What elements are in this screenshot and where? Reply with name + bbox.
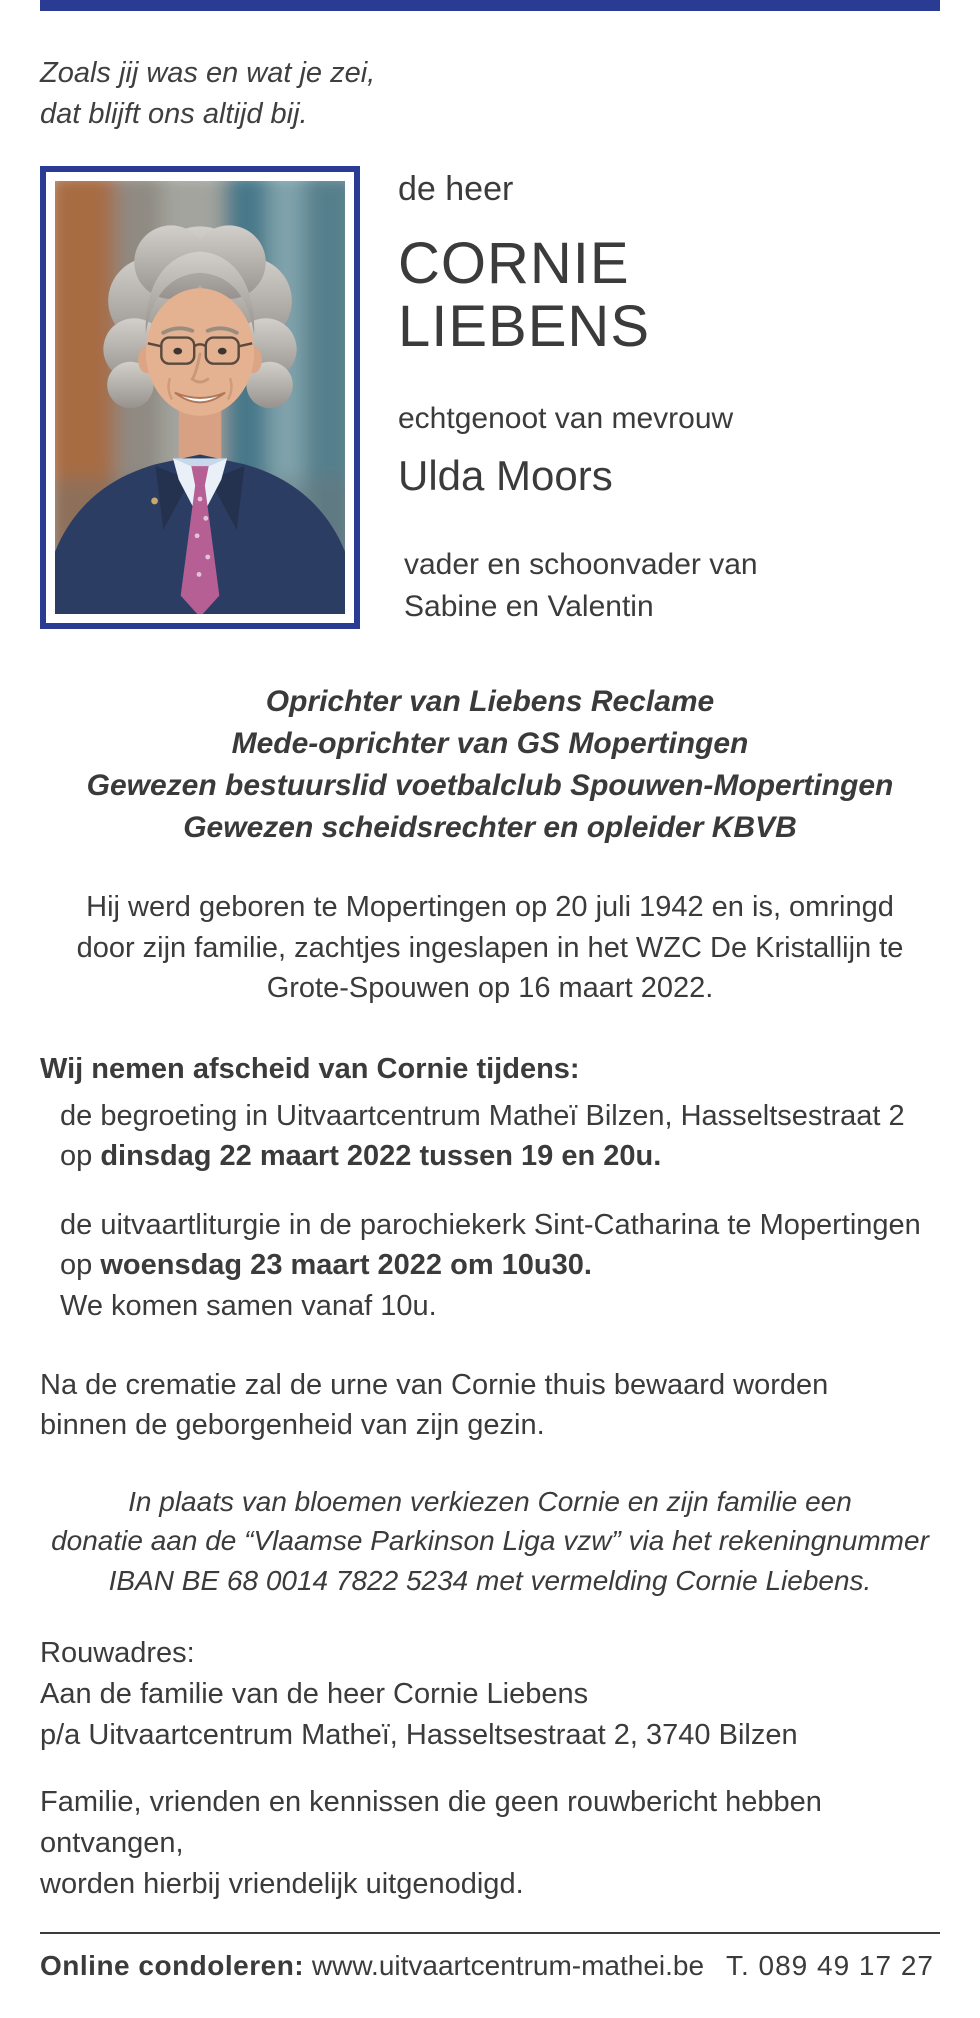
event-date: woensdag 23 maart 2022 om 10u30.: [100, 1249, 592, 1282]
visitation-event: [40, 1096, 940, 1177]
phone-number: T. 089 49 17 27: [725, 1950, 934, 1982]
event-date-prefix: op: [60, 1249, 93, 1282]
donation-line: In plaats van bloemen verkiezen Cornie en zijn familie een: [128, 1485, 852, 1517]
last-name: LIEBENS: [398, 293, 650, 359]
mourning-address-label: Rouwadres:: [40, 1636, 195, 1669]
deceased-details: [360, 166, 758, 629]
family-label: vader en schoonvader van: [404, 548, 758, 582]
condole-label: Online condoleren:: [40, 1950, 305, 1982]
event-line: [60, 1245, 940, 1286]
invitation-line: Familie, vrienden en kennissen die geen rouwbericht hebben ontvangen,: [40, 1786, 822, 1860]
website-url: www.uitvaartcentrum-mathei.be: [311, 1950, 705, 1982]
donation-line: IBAN BE 68 0014 7822 5234 met vermelding Cornie Liebens.: [108, 1565, 872, 1597]
mourning-address: [40, 1633, 940, 1757]
invitation-line: worden hierbij vriendelijk uitgenodigd.: [40, 1867, 524, 1900]
footer: [40, 1950, 940, 1982]
urn-line: Na de crematie zal de urne van Cornie thuis bewaard worden: [40, 1368, 829, 1401]
role-line: Oprichter van Liebens Reclame: [265, 685, 715, 719]
spouse-label: echtgenoot van mevrouw: [398, 402, 734, 436]
quote-line: Zoals jij was en wat je zei,: [40, 57, 376, 89]
first-name: CORNIE: [398, 231, 630, 297]
event-date-prefix: op: [60, 1140, 93, 1173]
family-names: Sabine en Valentin: [404, 590, 654, 624]
event-note: We komen samen vanaf 10u.: [60, 1289, 437, 1322]
event-line: de begroeting in Uitvaartcentrum Matheï Bilzen, Hasseltsestraat 2: [60, 1099, 905, 1132]
event-line: [60, 1136, 940, 1177]
event-date: dinsdag 22 maart 2022 tussen 19 en 20u.: [100, 1140, 662, 1173]
invitation-paragraph: [40, 1782, 940, 1904]
event-line: de uitvaartliturgie in de parochiekerk Sint-Catharina te Mopertingen: [60, 1208, 921, 1241]
quote-line: dat blijft ons altijd bij.: [40, 97, 308, 130]
mourning-address-line: p/a Uitvaartcentrum Matheï, Hasseltsestraat 2, 3740 Bilzen: [40, 1719, 798, 1752]
birth-line: Hij werd geboren te Mopertingen op 20 juli 1942 en is, omringd: [86, 891, 894, 924]
salutation: de heer: [398, 170, 514, 209]
online-condolence: [40, 1950, 704, 1982]
role-line: Gewezen bestuurslid voetbalclub Spouwen-Mopertingen: [86, 769, 894, 803]
role-line: Gewezen scheidsrechter en opleider KBVB: [183, 811, 797, 845]
donation-paragraph: [40, 1482, 940, 1601]
mourning-address-line: Aan de familie van de heer Cornie Liebens: [40, 1678, 589, 1711]
roles-list: [40, 681, 940, 849]
accent-bar: [40, 0, 940, 11]
farewell-heading: Wij nemen afscheid van Cornie tijdens:: [40, 1052, 580, 1085]
deceased-name: [398, 233, 758, 358]
birth-line: door zijn familie, zachtjes ingeslapen in het WZC De Kristallijn te: [76, 931, 904, 964]
portrait-photo: [55, 181, 345, 614]
footer-divider: [40, 1932, 940, 1934]
role-line: Mede-oprichter van GS Mopertingen: [231, 727, 749, 761]
birth-line: Grote-Spouwen op 16 maart 2022.: [266, 972, 714, 1005]
opening-quote: [40, 53, 940, 134]
urn-line: binnen de geborgenheid van zijn gezin.: [40, 1409, 545, 1442]
header-section: [40, 166, 940, 629]
birth-death-paragraph: [40, 887, 940, 1009]
urn-paragraph: [40, 1365, 940, 1446]
spouse-name: Ulda Moors: [398, 452, 613, 500]
portrait-photo-frame: [40, 166, 360, 629]
funeral-event: [40, 1205, 940, 1327]
donation-line: donatie aan de “Vlaamse Parkinson Liga vzw” via het rekeningnummer: [51, 1525, 929, 1557]
